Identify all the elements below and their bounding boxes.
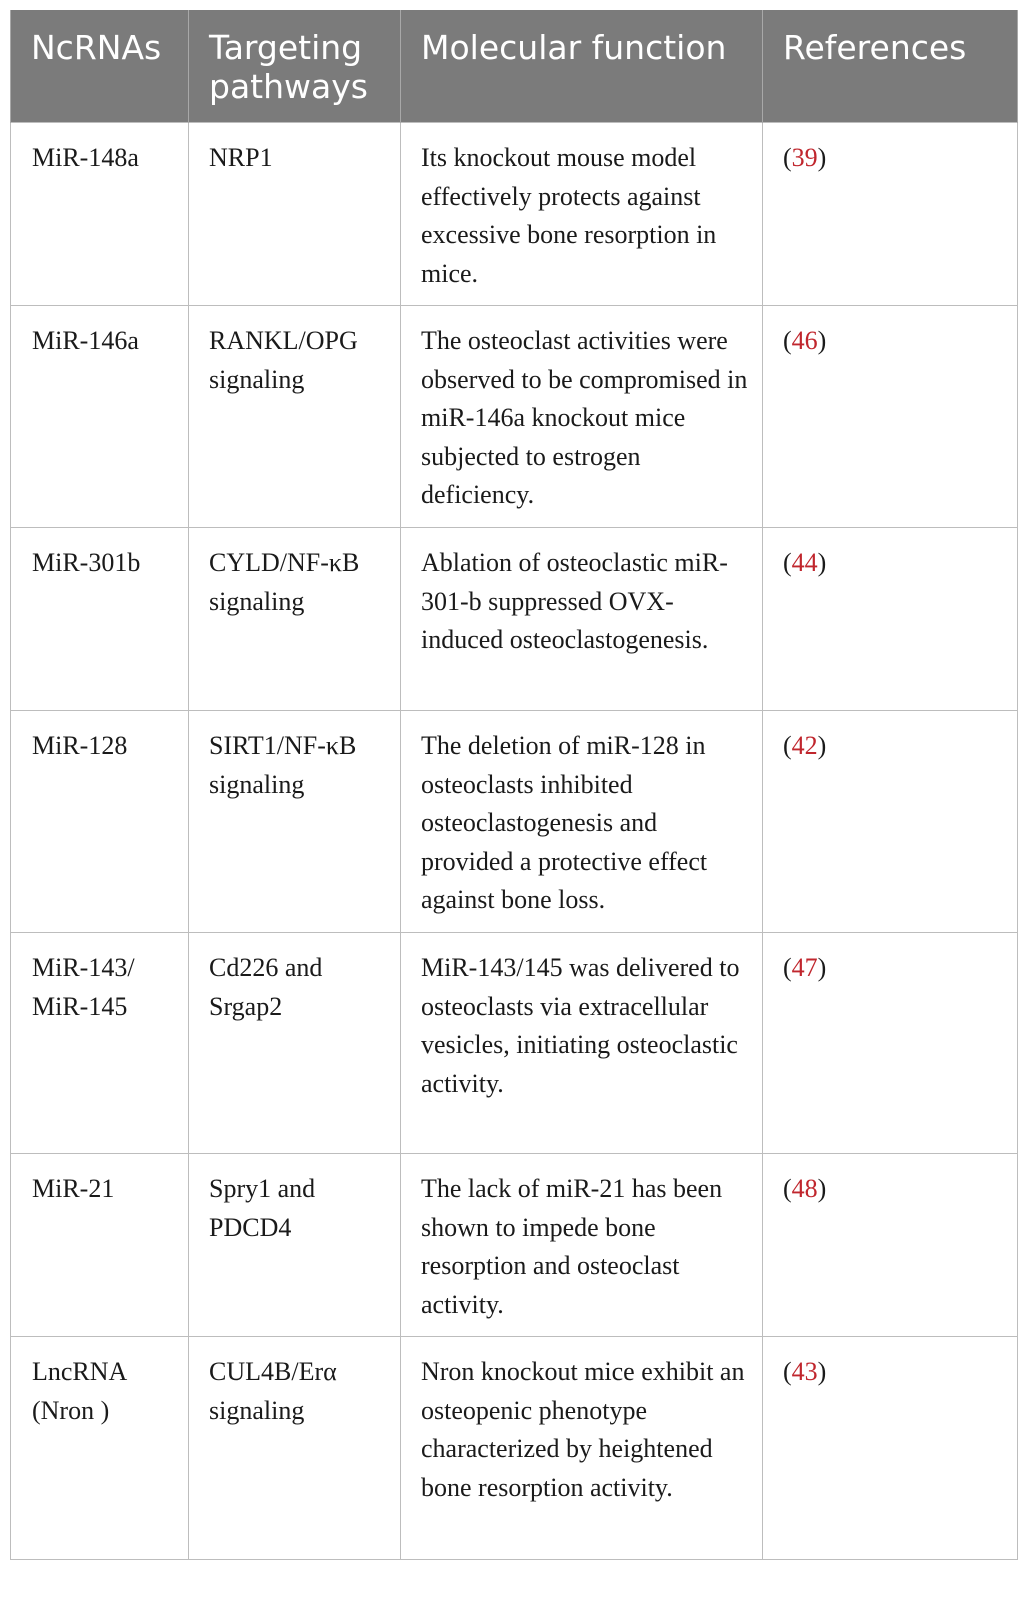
reference-link[interactable]: 47 xyxy=(791,953,818,982)
cell-reference: (46) xyxy=(763,306,1018,528)
cell-pathway: NRP1 xyxy=(189,123,401,306)
cell-ncrna: MiR-143/ MiR-145 xyxy=(11,933,189,1154)
cell-ncrna: MiR-301b xyxy=(11,528,189,711)
table-body xyxy=(11,123,1018,1560)
cell-pathway: CYLD/NF-κB signaling xyxy=(189,528,401,711)
ncrna-table xyxy=(10,10,1018,1560)
reference-link[interactable]: 42 xyxy=(791,731,818,760)
cell-ncrna: MiR-148a xyxy=(11,123,189,306)
table-row xyxy=(11,306,1018,528)
reference-link[interactable]: 43 xyxy=(791,1357,818,1386)
cell-reference: (43) xyxy=(763,1337,1018,1560)
cell-reference: (47) xyxy=(763,933,1018,1154)
header-targeting-pathways: Targeting pathways xyxy=(189,10,401,123)
header-row xyxy=(11,10,1018,123)
header-molecular-function: Molecular function xyxy=(401,10,763,123)
cell-reference: (48) xyxy=(763,1154,1018,1337)
cell-ncrna: LncRNA (Nron ) xyxy=(11,1337,189,1560)
table-row xyxy=(11,528,1018,711)
table-row xyxy=(11,711,1018,933)
cell-pathway: Cd226 and Srgap2 xyxy=(189,933,401,1154)
table-row xyxy=(11,933,1018,1154)
cell-reference: (44) xyxy=(763,528,1018,711)
cell-function: The lack of miR-21 has been shown to impede bone resorption and osteoclast activity. xyxy=(401,1154,763,1337)
reference-link[interactable]: 44 xyxy=(791,548,818,577)
cell-reference: (42) xyxy=(763,711,1018,933)
cell-ncrna: MiR-21 xyxy=(11,1154,189,1337)
cell-pathway: RANKL/OPG signaling xyxy=(189,306,401,528)
header-ncrnas: NcRNAs xyxy=(11,10,189,123)
cell-ncrna: MiR-146a xyxy=(11,306,189,528)
cell-function: The osteoclast activities were observed to be compromised in miR-146a knockout mice subjected to estrogen deficiency. xyxy=(401,306,763,528)
cell-reference: (39) xyxy=(763,123,1018,306)
reference-link[interactable]: 39 xyxy=(791,143,818,172)
reference-link[interactable]: 48 xyxy=(791,1174,818,1203)
cell-ncrna: MiR-128 xyxy=(11,711,189,933)
table-row xyxy=(11,1154,1018,1337)
header-references: References xyxy=(763,10,1018,123)
cell-pathway: SIRT1/NF-κB signaling xyxy=(189,711,401,933)
cell-function: Nron knockout mice exhibit an osteopenic phenotype characterized by heightened bone resorption activity. xyxy=(401,1337,763,1560)
cell-function: Its knockout mouse model effectively protects against excessive bone resorption in mice. xyxy=(401,123,763,306)
table-header xyxy=(11,10,1018,123)
cell-function: MiR-143/145 was delivered to osteoclasts via extracellular vesicles, initiating osteoclastic activity. xyxy=(401,933,763,1154)
cell-pathway: CUL4B/Erα signaling xyxy=(189,1337,401,1560)
cell-function: The deletion of miR-128 in osteoclasts inhibited osteoclastogenesis and provided a protective effect against bone loss. xyxy=(401,711,763,933)
cell-pathway: Spry1 and PDCD4 xyxy=(189,1154,401,1337)
cell-function: Ablation of osteoclastic miR-301-b suppressed OVX-induced osteoclastogenesis. xyxy=(401,528,763,711)
table-row xyxy=(11,123,1018,306)
table-row xyxy=(11,1337,1018,1560)
reference-link[interactable]: 46 xyxy=(791,326,818,355)
